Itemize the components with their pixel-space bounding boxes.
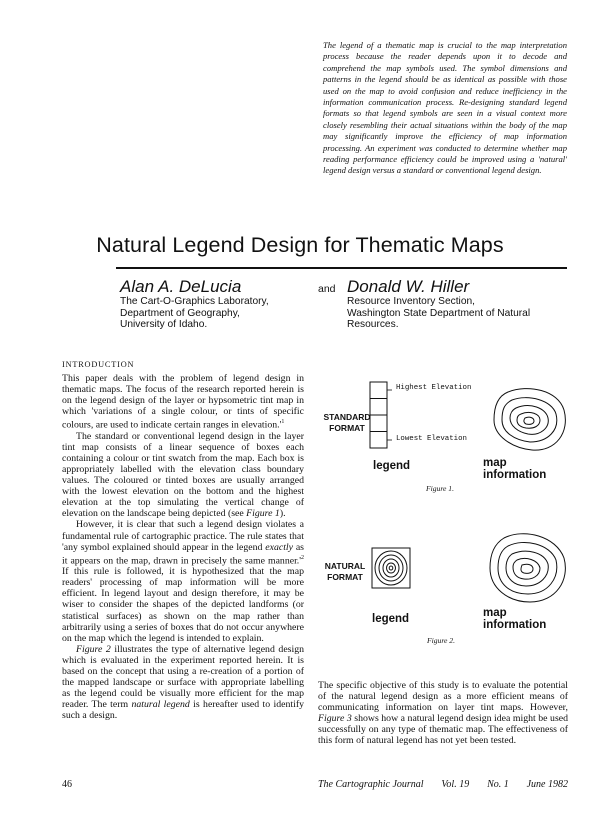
map-line: map — [483, 457, 507, 469]
figure1-legend-label: legend — [373, 460, 411, 472]
format-line: FORMAT — [327, 572, 363, 582]
format-line: STANDARD — [323, 412, 371, 422]
figure-ref: Figure 2 — [76, 643, 111, 655]
author-block-second — [347, 278, 530, 331]
abstract: The legend of a thematic map is crucial to the map interpretation process because the reader depends upon it to decode and comprehend the map symbols used. The symbol dimensions and patterns in the legend should be as identical as possible with those used on the map to avoid confusion and reduce inefficiency in the information communication process. Re-designing standard legend formats so that legend symbols are seen in a visual context more closely resembling their actual situations within the body of the map may significantly improve the efficiency of map information processing. An experiment was conducted to determine whether map reading performance efficiency could be improved using a 'natural' legend design versus a standard or conventional legend design. — [323, 40, 567, 176]
lowest-elevation-label: Lowest Elevation — [396, 435, 467, 443]
text-run: If this rule is followed, it is hypothesized that the map readers' processing of map information will be more efficient. In legend layout and design therefore, it may be wiser to consider the shapes of the depicted landforms (or statistical surfaces) as shown on the map rather than arbitrarily using a series of boxes that do not occur anywhere on the map which the legend is intended to explain. — [62, 566, 304, 644]
paragraph — [62, 373, 304, 431]
map-line: map — [483, 607, 507, 619]
emphasis: exactly — [265, 541, 294, 553]
format-line: FORMAT — [329, 423, 365, 433]
text-run: is hereafter used to identify such a design. — [62, 699, 304, 722]
standard-legend-boxes — [370, 382, 387, 448]
text-run: ). — [279, 508, 286, 520]
text-run: as it appears on the map, drawn in precisely the same manner.' — [62, 541, 304, 567]
figure2-legend-label: legend — [372, 613, 410, 625]
format-line: NATURAL — [324, 561, 366, 571]
author-affil-line: The Cart-O-Graphics Laboratory, — [120, 296, 269, 307]
left-column — [62, 373, 304, 721]
author-affil-line: Resource Inventory Section, — [347, 296, 475, 307]
author-affil-line: University of Idaho. — [120, 319, 208, 330]
right-column-text — [318, 680, 568, 747]
paragraph — [318, 680, 568, 747]
figure1-caption: Figure 1. — [426, 484, 454, 493]
map-information-graphic-1 — [494, 389, 565, 451]
author-name-second: Donald W. Hiller — [347, 277, 470, 296]
figure-ref: Figure 3 — [318, 713, 352, 725]
title-rule — [116, 267, 567, 269]
natural-legend-graphic — [372, 548, 410, 588]
highest-elevation-label: Highest Elevation — [396, 384, 472, 392]
text-run: The specific objective of this study is to evaluate the potential of the natural legend design as a more efficient means of communicating information on layer tint maps. However, — [318, 680, 568, 714]
text-run: The standard or conventional legend design in the layer tint map consists of a linear sequence of boxes each containing a colour or tint swatch from the map. Each box is appropriately labelled with the elevation class boundary values. The coloured or tinted boxes are usually arranged with the lowest elevation on the bottom and the highest elevation at the top simulating the vertical change of elevation on the landscape being depicted (see — [62, 430, 304, 520]
page-number: 46 — [62, 779, 72, 790]
map-information-graphic-2 — [490, 534, 565, 602]
text-run: This paper deals with the problem of legend design in thematic maps. The focus of the research reported herein is on the legend design of the layer or hypsometric tint map in which 'variations of a single colour, or tints of specific colours, are used to indicate certain ranges in elevation.' — [62, 373, 304, 431]
journal-name: The Cartographic Journal — [318, 779, 424, 790]
author-affil-line: Washington State Department of Natural — [347, 307, 531, 319]
author-name-first: Alan A. DeLucia — [120, 277, 242, 296]
article-title: Natural Legend Design for Thematic Maps — [96, 233, 504, 257]
text-run: illustrates the type of alternative legend design which is evaluated in the experiment reported herein. It is based on the concept that using a re-creation of a portion of the mapped landscape or surface with appropriate labelling as the legend could be visually more efficient for the map reader. The term — [62, 643, 305, 711]
paragraph — [62, 519, 304, 643]
author-affil-line: Department of Geography, — [120, 307, 240, 319]
map-line: information — [483, 619, 547, 631]
map-line: information — [483, 469, 547, 481]
emphasis: natural legend — [131, 699, 190, 711]
text-run: However, it is clear that such a legend design violates a fundamental rule of cartographic practice. The rule states that 'any symbol explained should appear in the legend — [62, 519, 304, 553]
text-run: shows how a natural legend design idea might be used successfully on any type of thematic map. The effectiveness of this form of natural legend has not yet been tested. — [318, 713, 568, 747]
journal-footer — [318, 779, 568, 790]
footnote-ref: 2 — [301, 554, 304, 561]
figure1-format-label — [322, 412, 372, 434]
author-affil-line: Resources. — [347, 319, 399, 330]
figure2-caption: Figure 2. — [427, 636, 455, 645]
paragraph — [62, 644, 304, 722]
footnote-ref: 1 — [281, 419, 285, 426]
authors-and: and — [318, 283, 336, 295]
paragraph — [62, 431, 304, 520]
journal-date: June 1982 — [526, 779, 568, 790]
journal-number: No. 1 — [487, 779, 509, 790]
figure-ref: Figure 1 — [246, 508, 280, 520]
figure2-map-label — [483, 607, 546, 631]
author-block-first — [120, 278, 269, 331]
journal-volume: Vol. 19 — [441, 779, 470, 790]
figure2-format-label — [324, 561, 366, 583]
section-heading-introduction: INTRODUCTION — [62, 360, 135, 369]
figure1-map-label — [483, 457, 546, 481]
